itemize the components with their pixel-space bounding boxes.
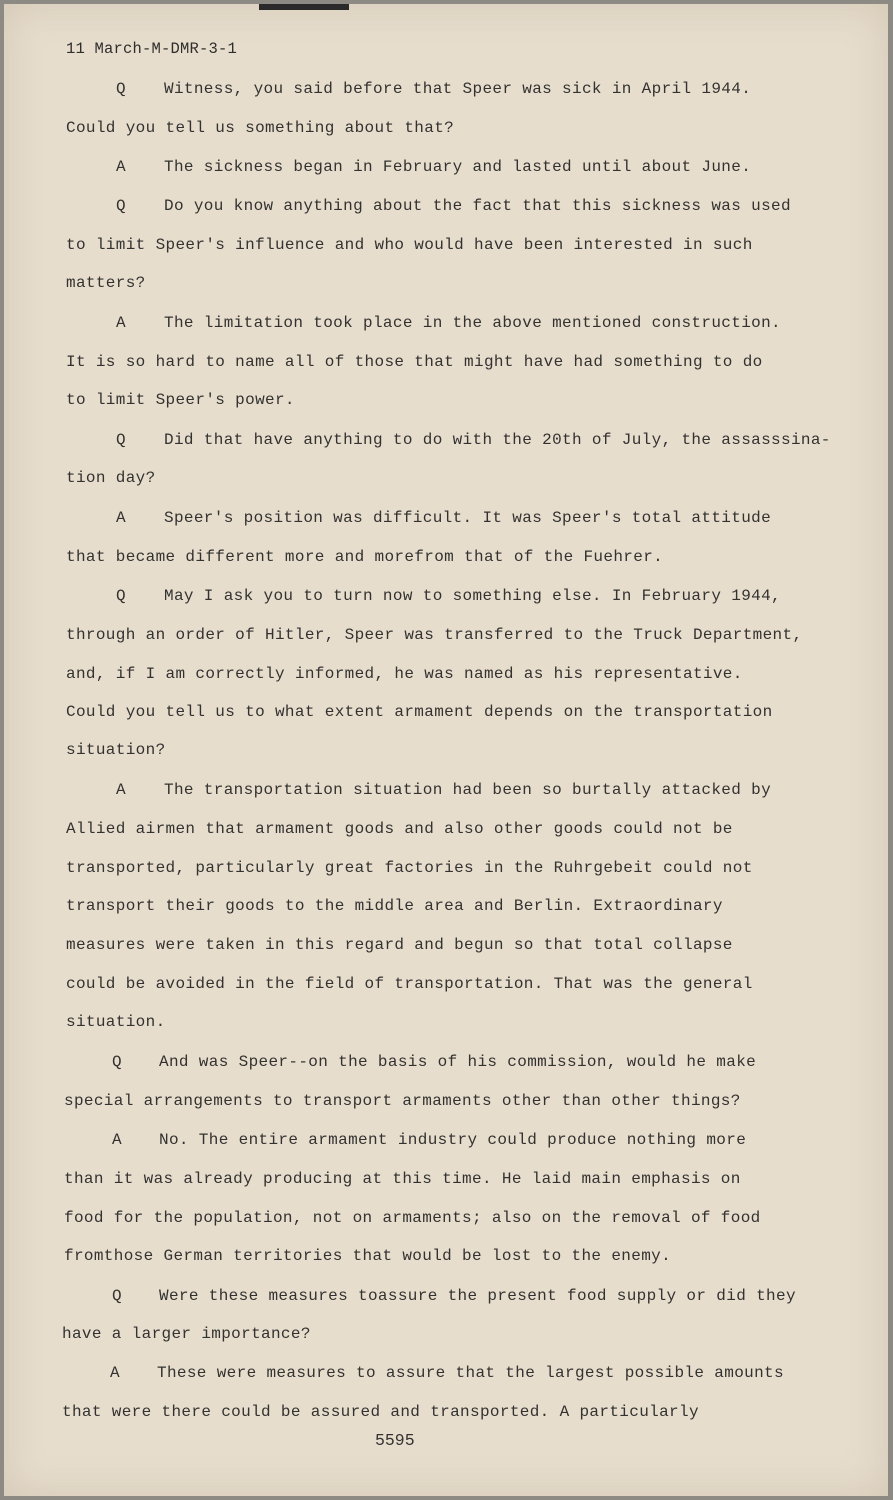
text-line: No. The entire armament industry could produce nothing more <box>159 1131 747 1149</box>
text-line: through an order of Hitler, Speer was transferred to the Truck Department, <box>66 626 803 644</box>
text-line: May I ask you to turn now to something else. In February 1944, <box>164 587 781 605</box>
text-line: And was Speer--on the basis of his commission, would he make <box>159 1053 757 1071</box>
text-line: Allied airmen that armament goods and also other goods could not be <box>66 820 733 838</box>
document-reference: 11 March-M-DMR-3-1 <box>66 40 238 58</box>
speaker-label: Q <box>116 80 126 98</box>
text-line: food for the population, not on armaments; also on the removal of food <box>64 1209 761 1227</box>
text-line: and, if I am correctly informed, he was named as his representative. <box>66 665 743 683</box>
text-line: The transportation situation had been so burtally attacked by <box>164 781 772 799</box>
text-line: have a larger importance? <box>62 1325 311 1343</box>
text-line: Were these measures toassure the present food supply or did they <box>159 1287 796 1305</box>
text-line: transported, particularly great factories in the Ruhrgebeit could not <box>66 859 753 877</box>
text-line: Could you tell us to what extent armament depends on the transportation <box>66 703 773 721</box>
speaker-label: Q <box>116 431 126 449</box>
speaker-label: A <box>116 781 126 799</box>
speaker-label: Q <box>112 1053 122 1071</box>
text-line: Did that have anything to do with the 20th of July, the assasssina- <box>164 431 831 449</box>
speaker-label: A <box>116 314 126 332</box>
speaker-label: A <box>112 1131 122 1149</box>
text-line: Speer's position was difficult. It was Speer's total attitude <box>164 509 772 527</box>
speaker-label: A <box>116 509 126 527</box>
speaker-label: Q <box>112 1287 122 1305</box>
text-line: to limit Speer's power. <box>66 391 295 409</box>
text-line: to limit Speer's influence and who would have been interested in such <box>66 236 753 254</box>
text-line: fromthose German territories that would be lost to the enemy. <box>64 1247 672 1265</box>
text-line: These were measures to assure that the largest possible amounts <box>157 1364 784 1382</box>
text-line: could be avoided in the field of transportation. That was the general <box>66 975 753 993</box>
text-line: The limitation took place in the above mentioned construction. <box>164 314 781 332</box>
speaker-label: A <box>116 158 126 176</box>
text-line: The sickness began in February and lasted until about June. <box>164 158 752 176</box>
text-line: Do you know anything about the fact that this sickness was used <box>164 197 791 215</box>
text-line: matters? <box>66 274 146 292</box>
speaker-label: Q <box>116 197 126 215</box>
text-line: Witness, you said before that Speer was sick in April 1944. <box>164 80 752 98</box>
text-line: transport their goods to the middle area and Berlin. Extraordinary <box>66 897 723 915</box>
text-line: measures were taken in this regard and begun so that total collapse <box>66 936 733 954</box>
text-line: situation? <box>66 741 166 759</box>
text-line: that were there could be assured and transported. A particularly <box>62 1403 699 1421</box>
text-line: It is so hard to name all of those that might have had something to do <box>66 353 763 371</box>
page-number: 5595 <box>375 1431 415 1450</box>
text-line: special arrangements to transport armaments other than other things? <box>64 1092 741 1110</box>
text-line: Could you tell us something about that? <box>66 119 455 137</box>
text-line: tion day? <box>66 469 156 487</box>
text-line: than it was already producing at this time. He laid main emphasis on <box>64 1170 741 1188</box>
speaker-label: Q <box>116 587 126 605</box>
text-line: that became different more and morefrom that of the Fuehrer. <box>66 548 664 566</box>
binding-tape <box>259 4 349 10</box>
speaker-label: A <box>110 1364 120 1382</box>
document-page <box>4 4 888 1496</box>
text-line: situation. <box>66 1013 166 1031</box>
